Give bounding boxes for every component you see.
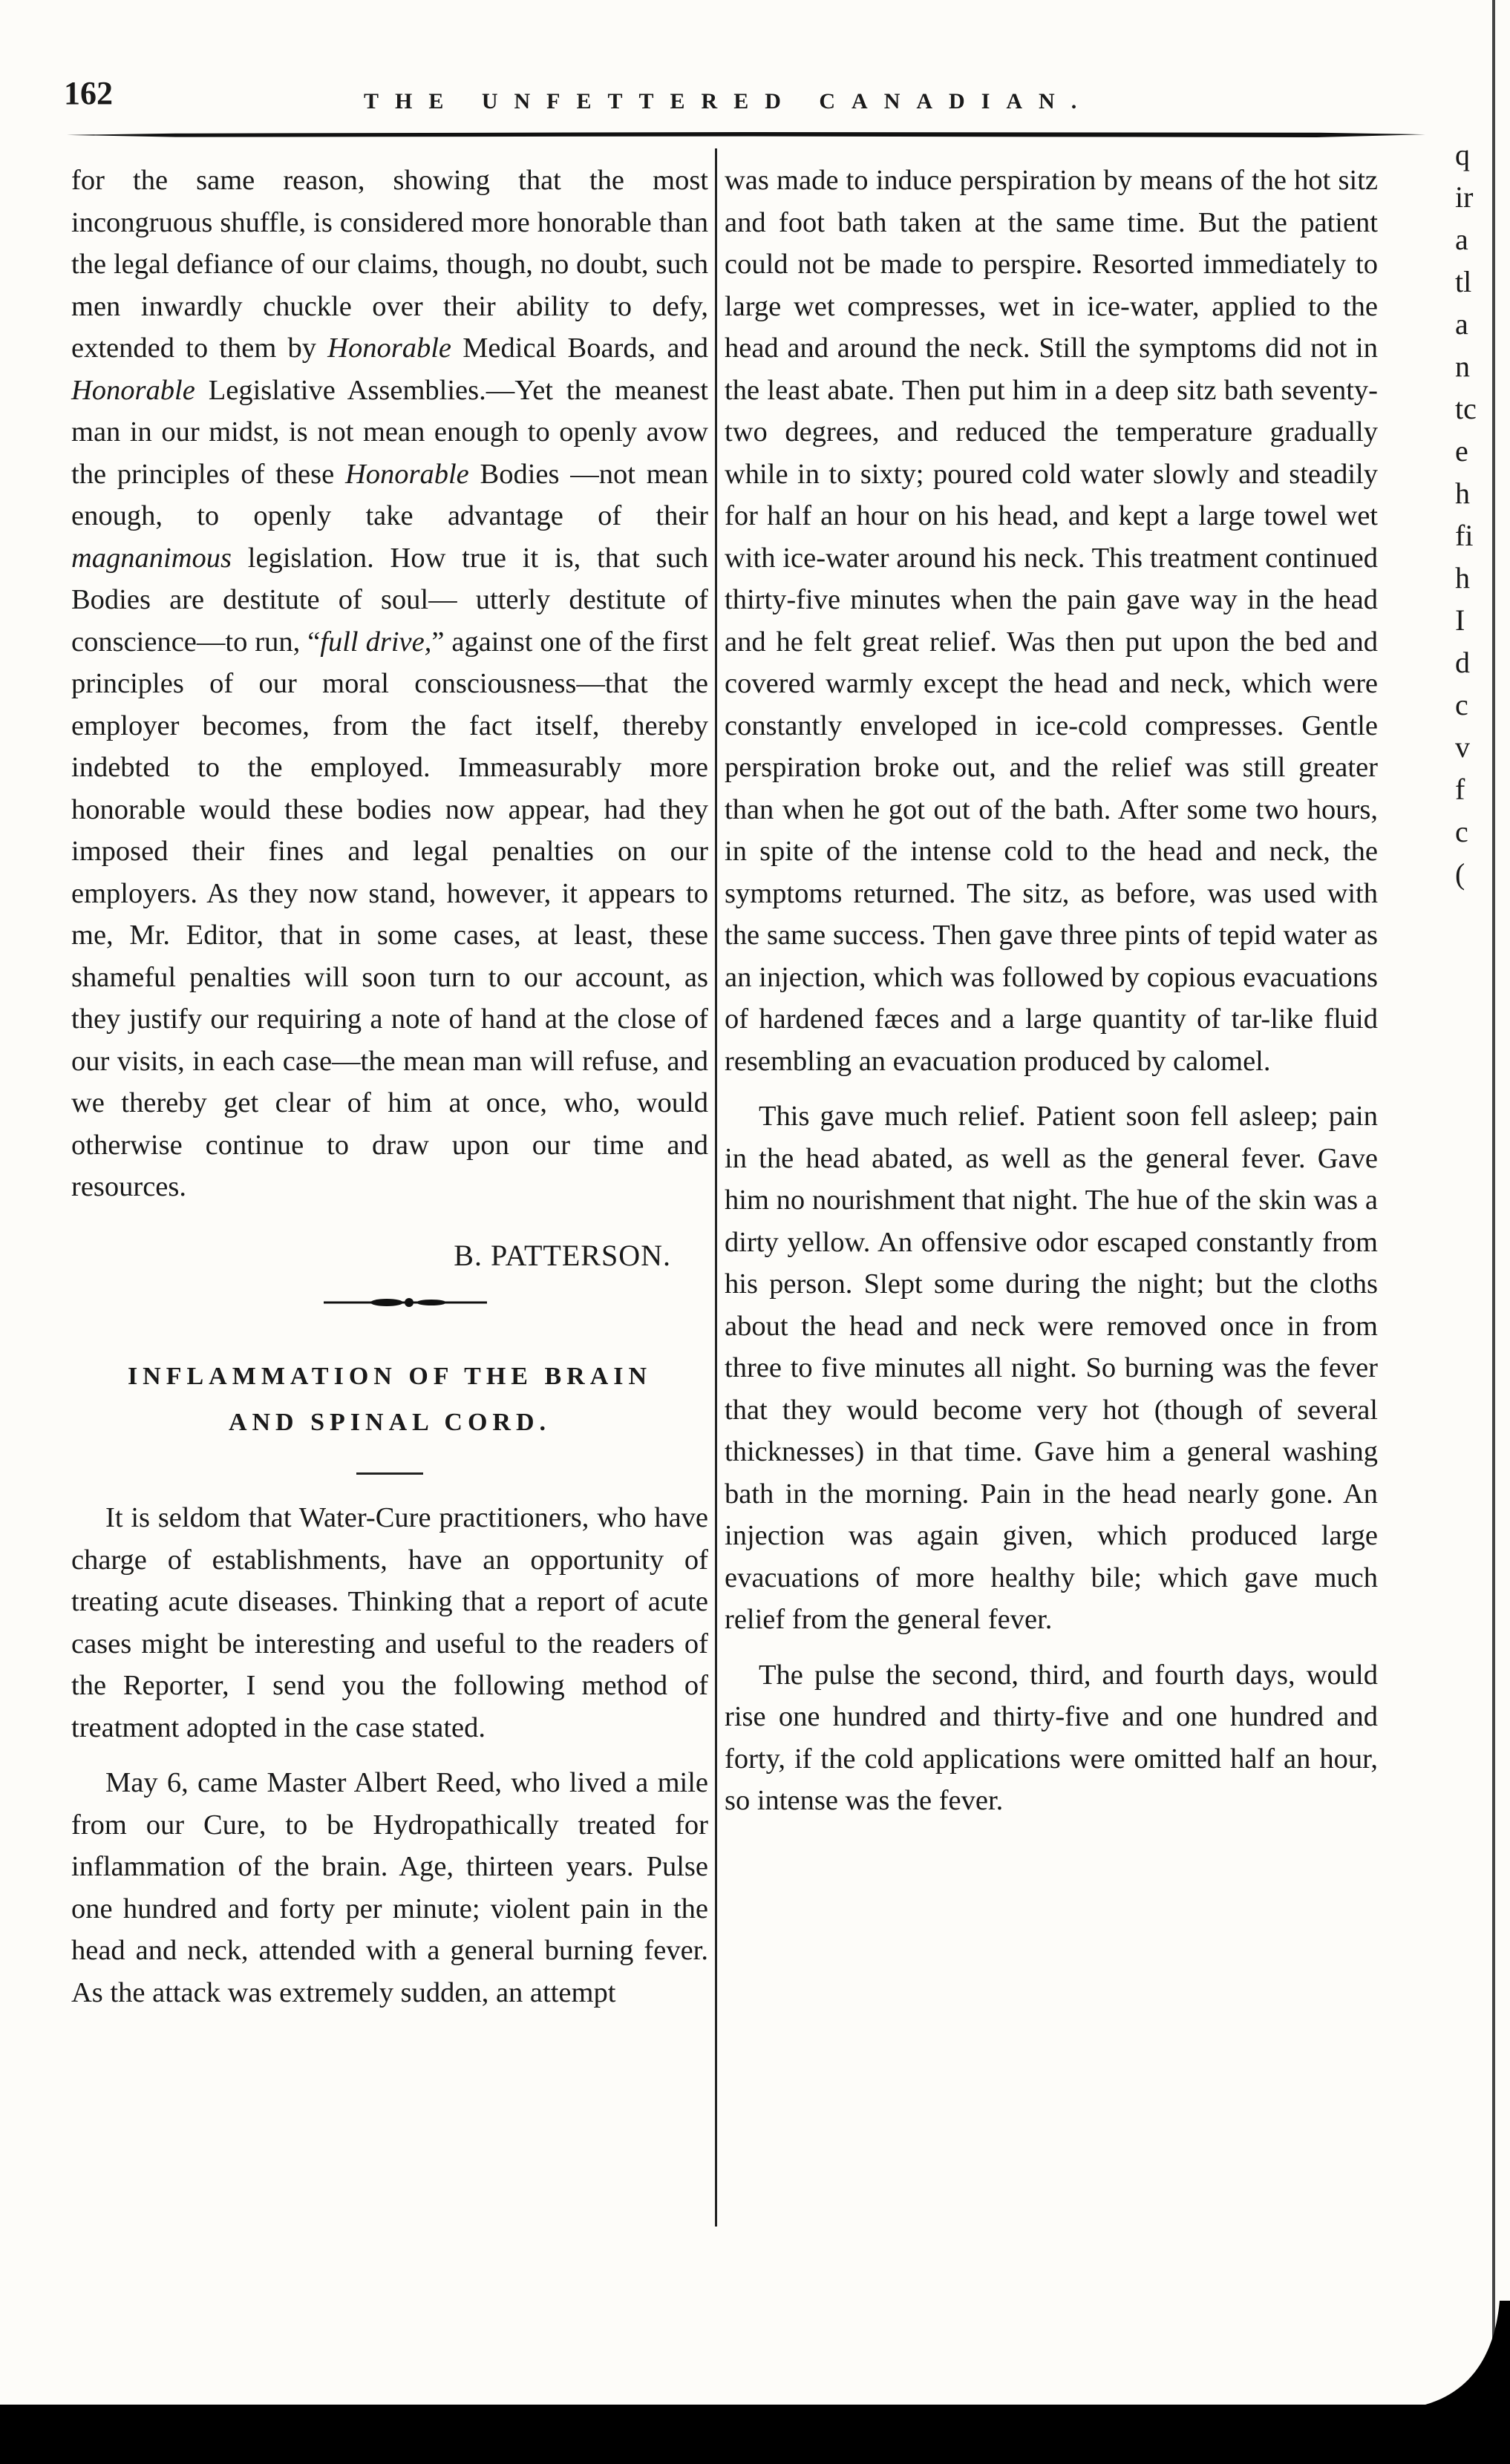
edge-fragment: c — [1455, 815, 1468, 848]
right-paragraph-2: This gave much relief. Patient soon fell asleep; pain in the head abated, as well as the general fever. Gave him no nourishment that night. The hue of the skin was a dirty yellow. An offensive odor escaped constantly from his person. Slept some during the night; but the cloths about the head and neck were removed once in from three to five minutes all night. So burning was the fever that they would become very hot (though of several thicknesses) in that time. Gave him a general washing bath in the morning. Pain in the head nearly gone. An injection was again given, which produced large evacuations of more healthy bile; which gave much relief from the general fever. — [725, 1101, 1378, 1635]
author-signature: B. PATTERSON. — [454, 1238, 671, 1272]
bottom-scan-border — [0, 2405, 1510, 2464]
header-rule — [67, 132, 1425, 137]
column-divider — [715, 148, 717, 2227]
edge-fragment: h — [1455, 476, 1470, 510]
edge-fragment: I — [1455, 603, 1465, 637]
edge-fragment: tl — [1455, 265, 1472, 298]
left-paragraph-2: It is seldom that Water-Cure practitioners, who have charge of establishments, have an opportunity of treating acute diseases. Thinking that a report of acute cases might be interesting and useful to the readers of the Reporter, I send you the following method of treatment adopted in the case stated. — [71, 1502, 708, 1743]
left-paragraph-1: for the same reason, showing that the most incongruous shuffle, is considered more honorable than the legal defiance of our claims, though, no doubt, such men inwardly chuckle over their ability to defy, extended to them by Honorable Medical Boards, and Honorable Legislative Assemblies.—Yet the meanest man in our midst, is not mean enough to openly avow the principles of these Honorable Bodies —not mean enough, to openly take advantage of their magnanimous legislation. How true it is, that such Bodies are destitute of soul— utterly destitute of conscience—to run, “full drive,” against one of the first principles of our moral consciousness—that the employer becomes, from the fact itself, thereby indebted to the employed. Immeasurably more honorable would these bodies now appear, had they imposed their fines and legal penalties on our employers. As they now stand, however, it appears to me, Mr. Editor, that in some cases, at least, these shameful penalties will soon turn to our account, as they justify our requiring a note of hand at the close of our visits, in each case—the mean man will refuse, and we thereby get clear of him at once, who, would otherwise continue to draw upon our time and resources. — [71, 165, 708, 1202]
right-paragraph-1: was made to induce perspiration by means of the hot sitz and foot bath taken at the same time. But the patient could not be made to perspire. Resorted immediately to large wet compresses, wet in ice-water, applied to the head and around the neck. Still the symptoms did not in the least abate. Then put him in a deep sitz bath seventy-two degrees, and reduced the temperature gradually while in to sixty; poured cold water slowly and steadily for half an hour on his head, and kept a large towel wet with ice-water around his neck. This treatment continued thirty-five minutes when the pain gave way in the head and he felt great relief. Was then put upon the bed and covered warmly except the head and neck, which were constantly enveloped in ice-cold compresses. Gentle perspiration broke out, and the relief was still greater than when he got out of the bath. After some two hours, in spite of the intense cold to the head and neck, the symptoms returned. The sitz, as before, was used with the same success. Then gave three pints of tepid water as an injection, which was followed by copious evacuations of hardened fæces and a large quantity of tar-like fluid resembling an evacuation produced by calomel. — [725, 165, 1378, 1077]
right-edge-line — [1492, 0, 1495, 2464]
section-heading-line-2: AND SPINAL CORD. — [228, 1409, 552, 1436]
edge-fragment: ᴠ — [1455, 730, 1470, 764]
section-ornament — [71, 1291, 708, 1321]
running-title: THE UNFETTERED CANADIAN. — [364, 89, 1094, 114]
section-heading-line-1: INFLAMMATION OF THE BRAIN — [127, 1363, 653, 1390]
page-number: 162 — [64, 75, 113, 111]
edge-fragment: ir — [1455, 180, 1474, 214]
edge-fragment: n — [1455, 350, 1470, 383]
edge-fragment: a — [1455, 307, 1468, 341]
left-column — [71, 160, 708, 2014]
edge-fragment: q — [1455, 138, 1470, 171]
edge-fragment: fi — [1455, 519, 1474, 552]
edge-fragment: ( — [1455, 857, 1465, 891]
right-column — [725, 160, 1378, 1822]
page-curl-shadow — [1425, 2301, 1510, 2412]
heading-short-rule — [356, 1472, 423, 1475]
edge-fragment: a — [1455, 223, 1468, 256]
right-paragraph-3: The pulse the second, third, and fourth days, would rise one hundred and thirty-five and one hundred and forty, if the cold applications were omitted half an hour, so intense was the fever. — [725, 1659, 1378, 1816]
edge-fragment: h — [1455, 561, 1470, 594]
edge-fragment: f — [1455, 773, 1465, 806]
edge-fragment: e — [1455, 434, 1468, 468]
edge-fragment: c — [1455, 688, 1468, 721]
edge-fragment: tc — [1455, 392, 1477, 425]
left-paragraph-3: May 6, came Master Albert Reed, who lived a mile from our Cure, to be Hydropathically treated for inflammation of the brain. Age, thirteen years. Pulse one hundred and forty per minute; violent pain in the head and neck, attended with a general burning fever. As the attack was extremely sudden, an attempt — [71, 1767, 708, 2008]
edge-fragment: d — [1455, 646, 1470, 679]
